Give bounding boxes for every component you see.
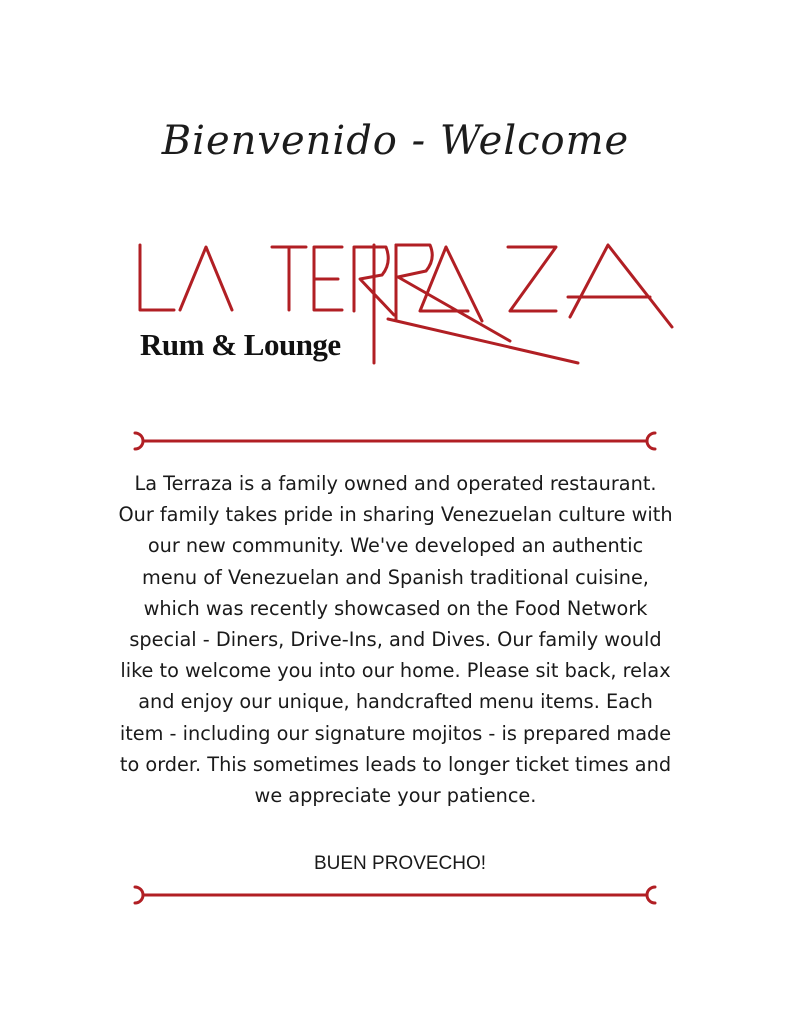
restaurant-logo	[130, 235, 678, 375]
logo-subtitle: Rum & Lounge	[140, 327, 341, 362]
closing-line: BUEN PROVECHO!	[313, 853, 487, 874]
divider-ornament-bottom	[130, 884, 660, 906]
page-title: Bienvenido - Welcome	[161, 118, 630, 164]
divider-ornament-top	[130, 430, 660, 452]
intro-paragraph: La Terraza is a family owned and operated restaurant. Our family takes pride in sharing Venezuelan culture with our new community. We've developed an authentic menu of Venezuelan and Spanish traditional cuisine, which was recently showcased on the Food Network special - Diners, Drive-Ins, and Dives. Our family would like to welcome you into our home. Please sit back, relax and enjoy our unique, handcrafted menu items. Each item - including our signature mojitos - is prepared made to order. This sometimes leads to longer ticket times and we appreciate your patience.	[118, 472, 673, 808]
